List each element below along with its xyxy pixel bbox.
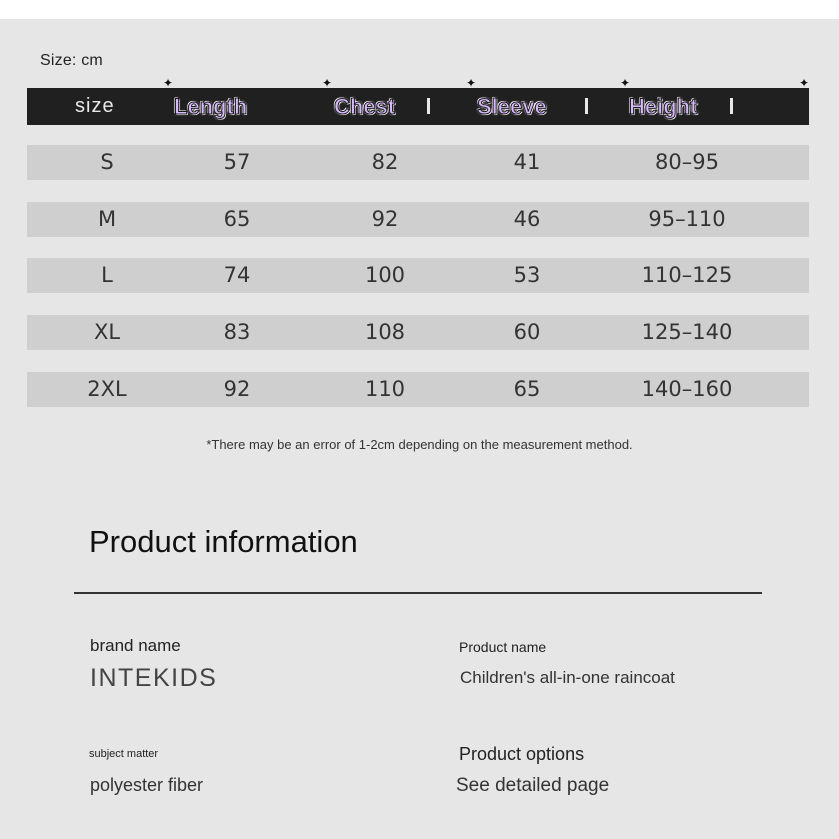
header-length: Length: [174, 94, 248, 119]
product-name-label: Product name: [459, 639, 547, 655]
cell-height: 110–125: [641, 263, 733, 287]
material-label: subject matter: [89, 748, 159, 760]
brand-name-value: INTEKIDS: [90, 664, 218, 692]
cell-height: 95–110: [648, 207, 726, 231]
size-unit-label: Size: cm: [40, 52, 103, 69]
size-chart-panel: [0, 19, 839, 839]
product-options-value: See detailed page: [456, 775, 610, 796]
cell-size: L: [101, 263, 113, 287]
sparkle-icon: ✦: [466, 76, 477, 90]
cell-size: 2XL: [87, 377, 127, 401]
cell-length: 83: [223, 320, 251, 344]
cell-height: 125–140: [641, 320, 733, 344]
cell-sleeve: 60: [513, 320, 541, 344]
cell-length: 92: [223, 377, 251, 401]
header-divider: [730, 98, 733, 114]
cell-size: XL: [93, 320, 121, 344]
cell-chest: 110: [364, 377, 406, 401]
table-row: [27, 315, 809, 350]
cell-sleeve: 53: [513, 263, 541, 287]
table-row: [27, 372, 809, 407]
cell-sleeve: 65: [513, 377, 541, 401]
header-sleeve: Sleeve: [477, 94, 547, 119]
cell-length: 57: [223, 150, 251, 174]
header-height: Height: [629, 94, 698, 119]
cell-length: 65: [223, 207, 251, 231]
cell-length: 74: [223, 263, 251, 287]
product-name-value: Children's all-in-one raincoat: [460, 668, 675, 687]
sparkle-icon: ✦: [163, 76, 174, 90]
header-divider: [427, 98, 430, 114]
cell-chest: 108: [364, 320, 406, 344]
cell-size: S: [100, 150, 114, 174]
cell-height: 80–95: [655, 150, 719, 174]
header-divider: [585, 98, 588, 114]
cell-chest: 82: [371, 150, 399, 174]
measurement-note: *There may be an error of 1-2cm depending on the measurement method.: [206, 437, 633, 452]
cell-sleeve: 46: [513, 207, 541, 231]
cell-sleeve: 41: [513, 150, 541, 174]
table-row: [27, 202, 809, 237]
cell-chest: 100: [364, 263, 406, 287]
table-row: [27, 258, 809, 293]
sparkle-icon: ✦: [620, 76, 631, 90]
material-value: polyester fiber: [90, 775, 204, 795]
header-chest: Chest: [334, 94, 396, 119]
size-table-header: [27, 88, 809, 125]
cell-size: M: [97, 207, 117, 231]
sparkle-icon: ✦: [322, 76, 333, 90]
table-row: [27, 145, 809, 180]
product-options-label: Product options: [459, 744, 585, 764]
cell-chest: 92: [371, 207, 399, 231]
product-info-title: Product information: [89, 524, 358, 559]
brand-name-label: brand name: [90, 636, 181, 655]
header-size-label: size: [75, 95, 115, 117]
divider: [74, 592, 762, 594]
cell-height: 140–160: [641, 377, 733, 401]
sparkle-icon: ✦: [799, 76, 810, 90]
